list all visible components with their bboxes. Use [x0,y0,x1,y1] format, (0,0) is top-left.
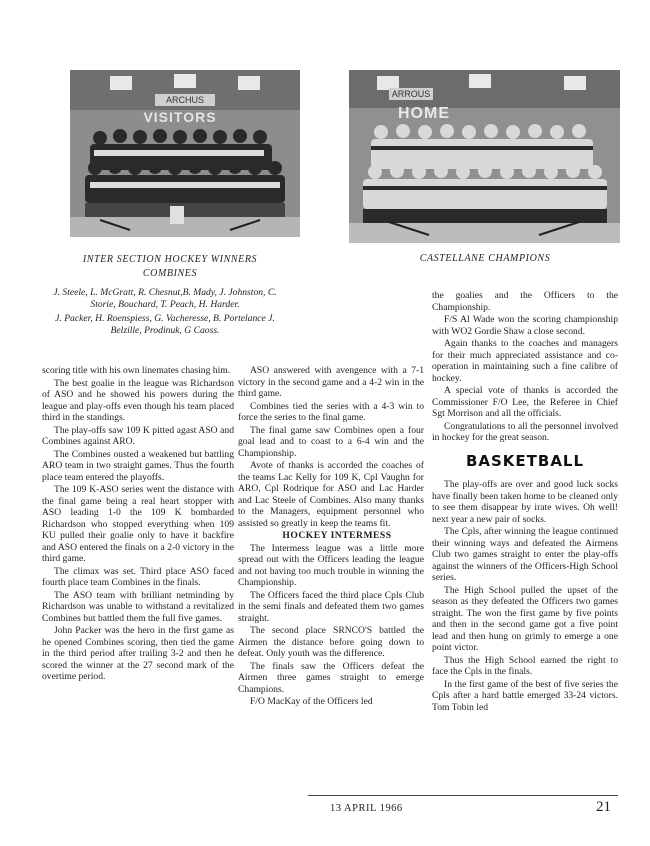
paragraph: the goalies and the Officers to the Championship. [432,290,618,313]
paragraph: F/S Al Wade won the scoring championship with WO2 Gordie Shaw a close second. [432,314,618,337]
banner-text: VISITORS [143,109,217,125]
paragraph: John Packer was the hero in the first game as he opened Combines scoring, then tied the game in the third period after trailing 3-2 and then he scored the winner at the 27 second mark of the overtime period. [42,625,234,682]
banner-text: HOME [398,105,450,122]
paragraph: The Intermess league was a little more spread out with the Officers leading the league and not having too much trouble in winning the Championship. [238,542,424,588]
paragraph: Congratulations to all the personnel involved in hockey for the great season. [432,420,618,443]
names-para-1: J. Steele, L. McGratt, R. Chesnut,B. Mady, J. Johnston, C. Storie, Bouchard, T. Peach, H. Harder. [53,287,277,310]
paragraph: Avote of thanks is accorded the coaches of the teams Lac Kelly for 109 K, Cpl Vaughn for ARO, Cpl Rodrique for ASO and Lac Harder and Lac Steele of Combines. Also many thanks to the Managers, equipment personnel who assisted so greatly in keep the teams fit. [238,460,424,529]
paragraph: A special vote of thanks is accorded the Commissioner F/O Lee, the Referee in Chief Sgt Morrison and all the officials. [432,385,618,419]
paragraph: ASO answered with avengence with a 7-1 victory in the second game and a 4-2 win in the third game. [238,365,424,399]
sign-text: ARCHUS [165,95,205,105]
footer-rule [308,795,618,796]
team-photo-illustration [349,70,620,243]
article-column-3 [432,290,618,714]
team-photo-illustration [70,70,300,237]
right-photo-caption: CASTELLANE CHAMPIONS [419,253,551,264]
paragraph: The climax was set. Third place ASO faced fourth place team Combines in the finals. [42,565,234,588]
paragraph: F/O MacKay of the Officers led [250,696,373,707]
paragraph: The Combines ousted a weakened but battling ARO team in two straight games. Thus the fourth place team entered the playoffs. [42,448,234,483]
hockey-intermess-heading: HOCKEY INTERMESS [282,530,392,541]
paragraph: The play-offs are over and good luck socks have finally been taken home to be cleaned only to see them disappear by irate wives. Oh well! next year a new pair of socks. [432,479,618,525]
left-photo-caption [40,253,300,281]
paragraph: scoring title with his own linemates chasing him. [42,365,231,376]
paragraph: The ASO team with brilliant netminding by Richardson was unable to withstand a revitalized Combines but battled them the full five games. [42,589,234,624]
combines-team-photo [70,70,300,237]
paragraph: The 109 K-ASO series went the distance with the final game being a real heart stopper with ASO leading 1-0 the 109 K bombarded Richardson who stopped everything when 109 KU pulled their goalie only to have it backfire and ASO entered the finals on a 2-0 victory in the third game. [42,484,234,564]
paragraph: The second place SRNCO'S battled the Airmen the distance before going down to defeat. Only youth was the difference. [238,625,424,659]
paragraph: The best goalie in the league was Richardson of ASO and he showed his powers during the league and play-offs even though his team placed third in the standings. [42,377,234,423]
paragraph: In the first game of the best of five series the Cpls after a hard battle emerged 33-24 victors. Tom Tobin led [432,678,618,713]
caption-line-1: INTER SECTION HOCKEY WINNERS [82,254,258,265]
sign-text: ARROUS [391,89,431,99]
paragraph: Thus the High School earned the right to face the Cpls in the finals. [432,654,618,677]
page-number: 21 [596,799,611,815]
basketball-heading: BASKETBALL [465,451,585,470]
paragraph: The finals saw the Officers defeat the Airmen three games straight to emerge Champions. [238,660,424,695]
caption-line-2: COMBINES [142,268,198,279]
paragraph: The Officers faced the third place Cpls Club in the semi finals and defeated them two games straight. [238,589,424,624]
issue-date: 13 APRIL 1966 [330,803,403,814]
paragraph: The High School pulled the upset of the season as they defeated the Officers two games straight. The won the first game by five points and then in the second game got a five point lead and then hung on grimly to emerge a one point victor. [432,584,618,653]
castellane-team-photo [349,70,620,243]
paragraph: The play-offs saw 109 K pitted agast ASO and Combines against ARO. [42,424,234,447]
paragraph: Combines tied the series with a 4-3 win to force the series to the final game. [238,400,424,423]
player-names [40,287,290,339]
article-column-2 [238,365,424,709]
paragraph: The final game saw Combines open a four goal lead and to coast to a 6-4 win and the Championship. [238,424,424,459]
article-column-1 [42,365,234,684]
names-para-2: J. Packer, H. Roenspiess, G. Vacheresse, B. Portelance J. Belzille, Prodinuk, G Caoss. [55,313,275,336]
paragraph: Again thanks to the coaches and managers for their much appreciated assistance and co-operation in maintaining such a fine calibre of hockey. [432,338,618,384]
paragraph: The Cpls, after winning the league continued their winning ways and defeated the Airmens Club two games straight to enter the play-offs against the winners of the Officers-High School series. [432,526,618,583]
